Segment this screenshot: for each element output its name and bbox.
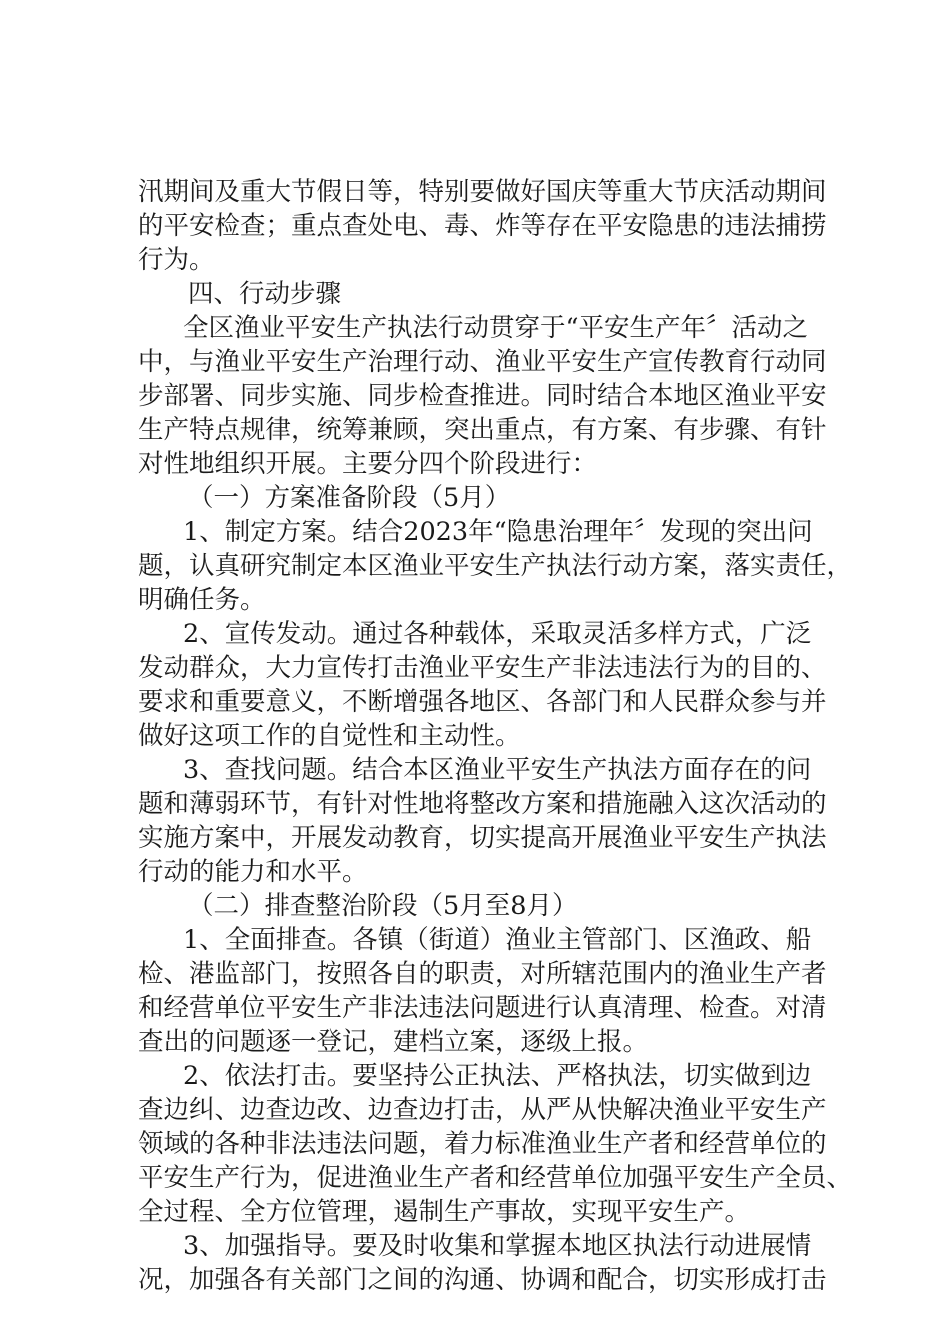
text-line-30: 平安生产行为，促进渔业生产者和经营单位加强平安生产全员、 bbox=[138, 1163, 853, 1193]
text-line-18: 3、查找问题。结合本区渔业平安生产执法方面存在的问 bbox=[183, 755, 812, 785]
text-line-12: 题，认真研究制定本区渔业平安生产执法行动方案，落实责任， bbox=[138, 551, 853, 581]
text-line-8: 生产特点规律，统筹兼顾，突出重点，有方案、有步骤、有针 bbox=[138, 415, 827, 445]
text-line-23: 1、全面排查。各镇（街道）渔业主管部门、区渔政、船 bbox=[183, 925, 812, 955]
text-line-15: 发动群众，大力宣传打击渔业平安生产非法违法行为的目的、 bbox=[138, 653, 827, 683]
text-line-17: 做好这项工作的自觉性和主动性。 bbox=[138, 721, 521, 751]
section-heading-steps: 四、行动步骤 bbox=[188, 279, 342, 309]
text-line-11: 1、制定方案。结合2023年“隐患治理年〞发现的突出问 bbox=[183, 517, 813, 547]
text-line-5: 全区渔业平安生产执法行动贯穿于“平安生产年〞活动之 bbox=[183, 313, 809, 343]
text-line-31: 全过程、全方位管理，遏制生产事故，实现平安生产。 bbox=[138, 1197, 751, 1227]
text-line-33: 况，加强各有关部门之间的沟通、协调和配合，切实形成打击 bbox=[138, 1265, 827, 1295]
text-line-29: 领域的各种非法违法问题，着力标准渔业生产者和经营单位的 bbox=[138, 1129, 827, 1159]
text-line-2: 的平安检查；重点查处电、毒、炸等存在平安隐患的违法捕捞 bbox=[138, 211, 827, 241]
text-line-16: 要求和重要意义，不断增强各地区、各部门和人民群众参与并 bbox=[138, 687, 827, 717]
text-line-20: 实施方案中，开展发动教育，切实提高开展渔业平安生产执法 bbox=[138, 823, 827, 853]
text-line-21: 行动的能力和水平。 bbox=[138, 857, 368, 887]
text-line-25: 和经营单位平安生产非法违法问题进行认真清理、检查。对清 bbox=[138, 993, 827, 1023]
text-line-9: 对性地组织开展。主要分四个阶段进行： bbox=[138, 449, 598, 479]
text-line-32: 3、加强指导。要及时收集和掌握本地区执法行动进展情 bbox=[183, 1231, 812, 1261]
text-line-14: 2、宣传发动。通过各种载体，采取灵活多样方式，广泛 bbox=[183, 619, 812, 649]
text-line-7: 步部署、同步实施、同步检查推进。同时结合本地区渔业平安 bbox=[138, 381, 827, 411]
text-line-13: 明确任务。 bbox=[138, 585, 266, 615]
subsection-heading-1: （一）方案准备阶段（5月） bbox=[188, 483, 511, 513]
text-line-27: 2、依法打击。要坚持公正执法、严格执法，切实做到边 bbox=[183, 1061, 812, 1091]
text-line-1: 汛期间及重大节假日等，特别要做好国庆等重大节庆活动期间 bbox=[138, 177, 827, 207]
text-line-26: 查出的问题逐一登记，建档立案，逐级上报。 bbox=[138, 1027, 649, 1057]
text-line-28: 查边纠、边查边改、边查边打击，从严从快解决渔业平安生产 bbox=[138, 1095, 827, 1125]
text-line-24: 检、港监部门，按照各自的职责，对所辖范围内的渔业生产者 bbox=[138, 959, 827, 989]
text-line-19: 题和薄弱环节，有针对性地将整改方案和措施融入这次活动的 bbox=[138, 789, 827, 819]
text-line-3: 行为。 bbox=[138, 245, 215, 275]
text-line-6: 中，与渔业平安生产治理行动、渔业平安生产宣传教育行动同 bbox=[138, 347, 827, 377]
subsection-heading-2: （二）排查整治阶段（5月至8月） bbox=[188, 891, 578, 921]
